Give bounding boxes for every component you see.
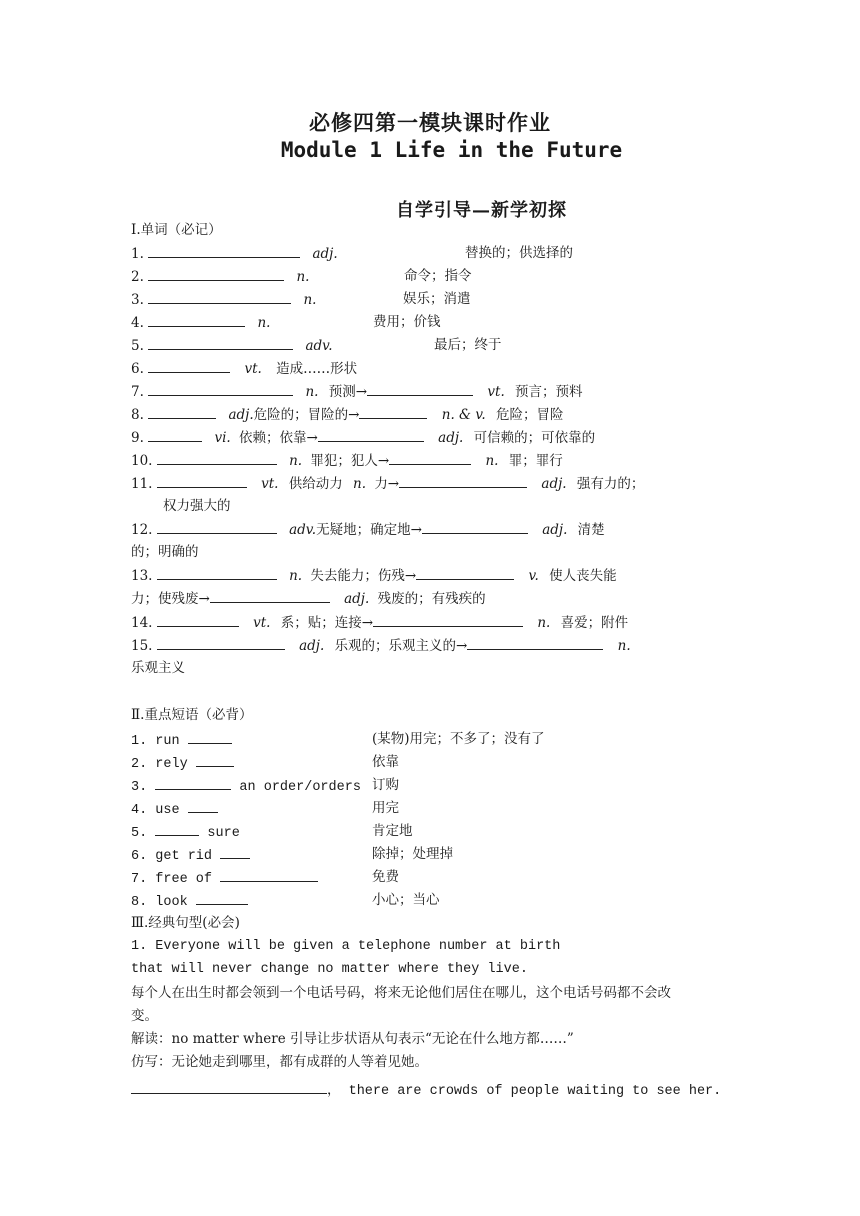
answer-blank[interactable] [148, 360, 230, 373]
imitation-answer-line: ， there are crowds of people waiting to see her. [131, 1078, 721, 1099]
vocab-item-6: 6. vt. 造成……形状 [131, 361, 358, 377]
phrase-item-6: 6. get rid [131, 846, 250, 864]
answer-blank[interactable] [148, 429, 202, 442]
translation-line1: 每个人在出生时都会领到一个电话号码，将来无论他们居住在哪儿，这个电话号码都不会改 [131, 985, 671, 1001]
answer-blank[interactable] [318, 429, 424, 442]
imitation-prompt: 仿写：无论她走到哪里，都有成群的人等着见她。 [131, 1054, 428, 1070]
vocab-item-12: 12. adv.无疑地；确定地→ adj. 清楚 [131, 522, 605, 538]
phrase-meaning: 依靠 [372, 754, 399, 770]
phrase-meaning: 除掉；处理掉 [372, 846, 453, 862]
answer-blank[interactable] [157, 475, 247, 488]
vocab-meaning: 替换的；供选择的 [465, 245, 573, 261]
answer-blank[interactable] [196, 892, 248, 905]
phrase-item-3: 3. an order/orders [131, 777, 361, 795]
vocab-item-1: 1. adj. [131, 246, 338, 262]
vocab-item-3: 3. n. [131, 292, 317, 308]
section3-heading: Ⅲ.经典句型(必会) [131, 915, 240, 931]
answer-blank[interactable] [157, 521, 277, 534]
vocab-item-14: 14. vt. 系；贴；连接→ n. 喜爱；附件 [131, 615, 629, 631]
vocab-meaning: 娱乐；消遣 [403, 291, 471, 307]
answer-blank[interactable] [155, 777, 231, 790]
vocab-continuation: 的；明确的 [131, 544, 199, 560]
phrase-item-5: 5. sure [131, 823, 240, 841]
answer-blank[interactable] [389, 452, 471, 465]
title-chinese: 必修四第一模块课时作业 [309, 110, 551, 135]
vocab-continuation: 权力强大的 [163, 498, 231, 514]
vocab-continuation: 力；使残废→ adj. 残废的；有残疾的 [131, 591, 486, 607]
answer-blank[interactable] [416, 567, 514, 580]
title-english: Module 1 Life in the Future [280, 138, 623, 162]
answer-blank[interactable] [373, 614, 523, 627]
vocab-item-9: 9. vi. 依赖；依靠→ adj. 可信赖的；可依靠的 [131, 430, 596, 446]
section2-heading: Ⅱ.重点短语（必背） [131, 707, 253, 723]
answer-blank[interactable] [157, 637, 285, 650]
phrase-item-1: 1. run [131, 731, 232, 749]
answer-blank[interactable] [188, 800, 218, 813]
answer-blank[interactable] [131, 1081, 327, 1094]
vocab-item-2: 2. n. [131, 269, 310, 285]
answer-blank[interactable] [188, 731, 232, 744]
phrase-item-4: 4. use [131, 800, 218, 818]
answer-blank[interactable] [422, 521, 528, 534]
phrase-item-7: 7. free of [131, 869, 318, 887]
phrase-meaning: 小心；当心 [372, 892, 440, 908]
answer-blank[interactable] [157, 567, 277, 580]
vocab-item-5: 5. adv. [131, 338, 333, 354]
vocab-meaning: 命令；指令 [404, 268, 472, 284]
answer-blank[interactable] [359, 406, 427, 419]
example-sentence-line1: 1. Everyone will be given a telephone number at birth [131, 939, 561, 954]
answer-blank[interactable] [210, 590, 330, 603]
vocab-continuation: 乐观主义 [131, 660, 185, 676]
phrase-meaning: (某物)用完；不多了；没有了 [372, 731, 545, 747]
phrase-item-2: 2. rely [131, 754, 234, 772]
answer-blank[interactable] [467, 637, 603, 650]
answer-blank[interactable] [148, 268, 284, 281]
vocab-item-13: 13. n. 失去能力；伤残→ v. 使人丧失能 [131, 568, 617, 584]
phrase-meaning: 肯定地 [372, 823, 413, 839]
phrase-meaning: 免费 [372, 869, 399, 885]
answer-blank[interactable] [367, 383, 473, 396]
vocab-item-15: 15. adj. 乐观的；乐观主义的→ n. [131, 638, 631, 654]
vocab-meaning: 最后；终于 [434, 337, 502, 353]
vocab-item-8: 8. adj.危险的；冒险的→ n. & v. 危险；冒险 [131, 407, 564, 423]
answer-blank[interactable] [155, 823, 199, 836]
answer-blank[interactable] [220, 869, 318, 882]
answer-blank[interactable] [148, 406, 216, 419]
answer-blank[interactable] [196, 754, 234, 767]
vocab-item-10: 10. n. 罪犯；犯人→ n. 罪；罪行 [131, 453, 563, 469]
vocab-meaning: 费用；价钱 [373, 314, 441, 330]
answer-blank[interactable] [157, 614, 239, 627]
phrase-meaning: 订购 [372, 777, 399, 793]
vocab-item-7: 7. n. 预测→ vt. 预言；预料 [131, 384, 583, 400]
answer-blank[interactable] [157, 452, 277, 465]
analysis-text: 解读：no matter where 引导让步状语从句表示“无论在什么地方都……” [131, 1031, 574, 1047]
phrase-meaning: 用完 [372, 800, 399, 816]
answer-blank[interactable] [148, 291, 291, 304]
section-subtitle: 自学引导—新学初探 [396, 200, 567, 221]
example-sentence-line2: that will never change no matter where they live. [131, 962, 528, 977]
vocab-item-4: 4. n. [131, 315, 271, 331]
answer-blank[interactable] [220, 846, 250, 859]
answer-blank[interactable] [148, 337, 293, 350]
phrase-item-8: 8. look [131, 892, 248, 910]
answer-blank[interactable] [148, 314, 245, 327]
translation-line2: 变。 [131, 1008, 158, 1024]
section1-heading: Ⅰ.单词（必记） [131, 222, 222, 238]
answer-blank[interactable] [399, 475, 527, 488]
answer-blank[interactable] [148, 245, 300, 258]
answer-blank[interactable] [148, 383, 293, 396]
vocab-item-11: 11. vt. 供给动力 n. 力→ adj. 强有力的； [131, 476, 645, 492]
